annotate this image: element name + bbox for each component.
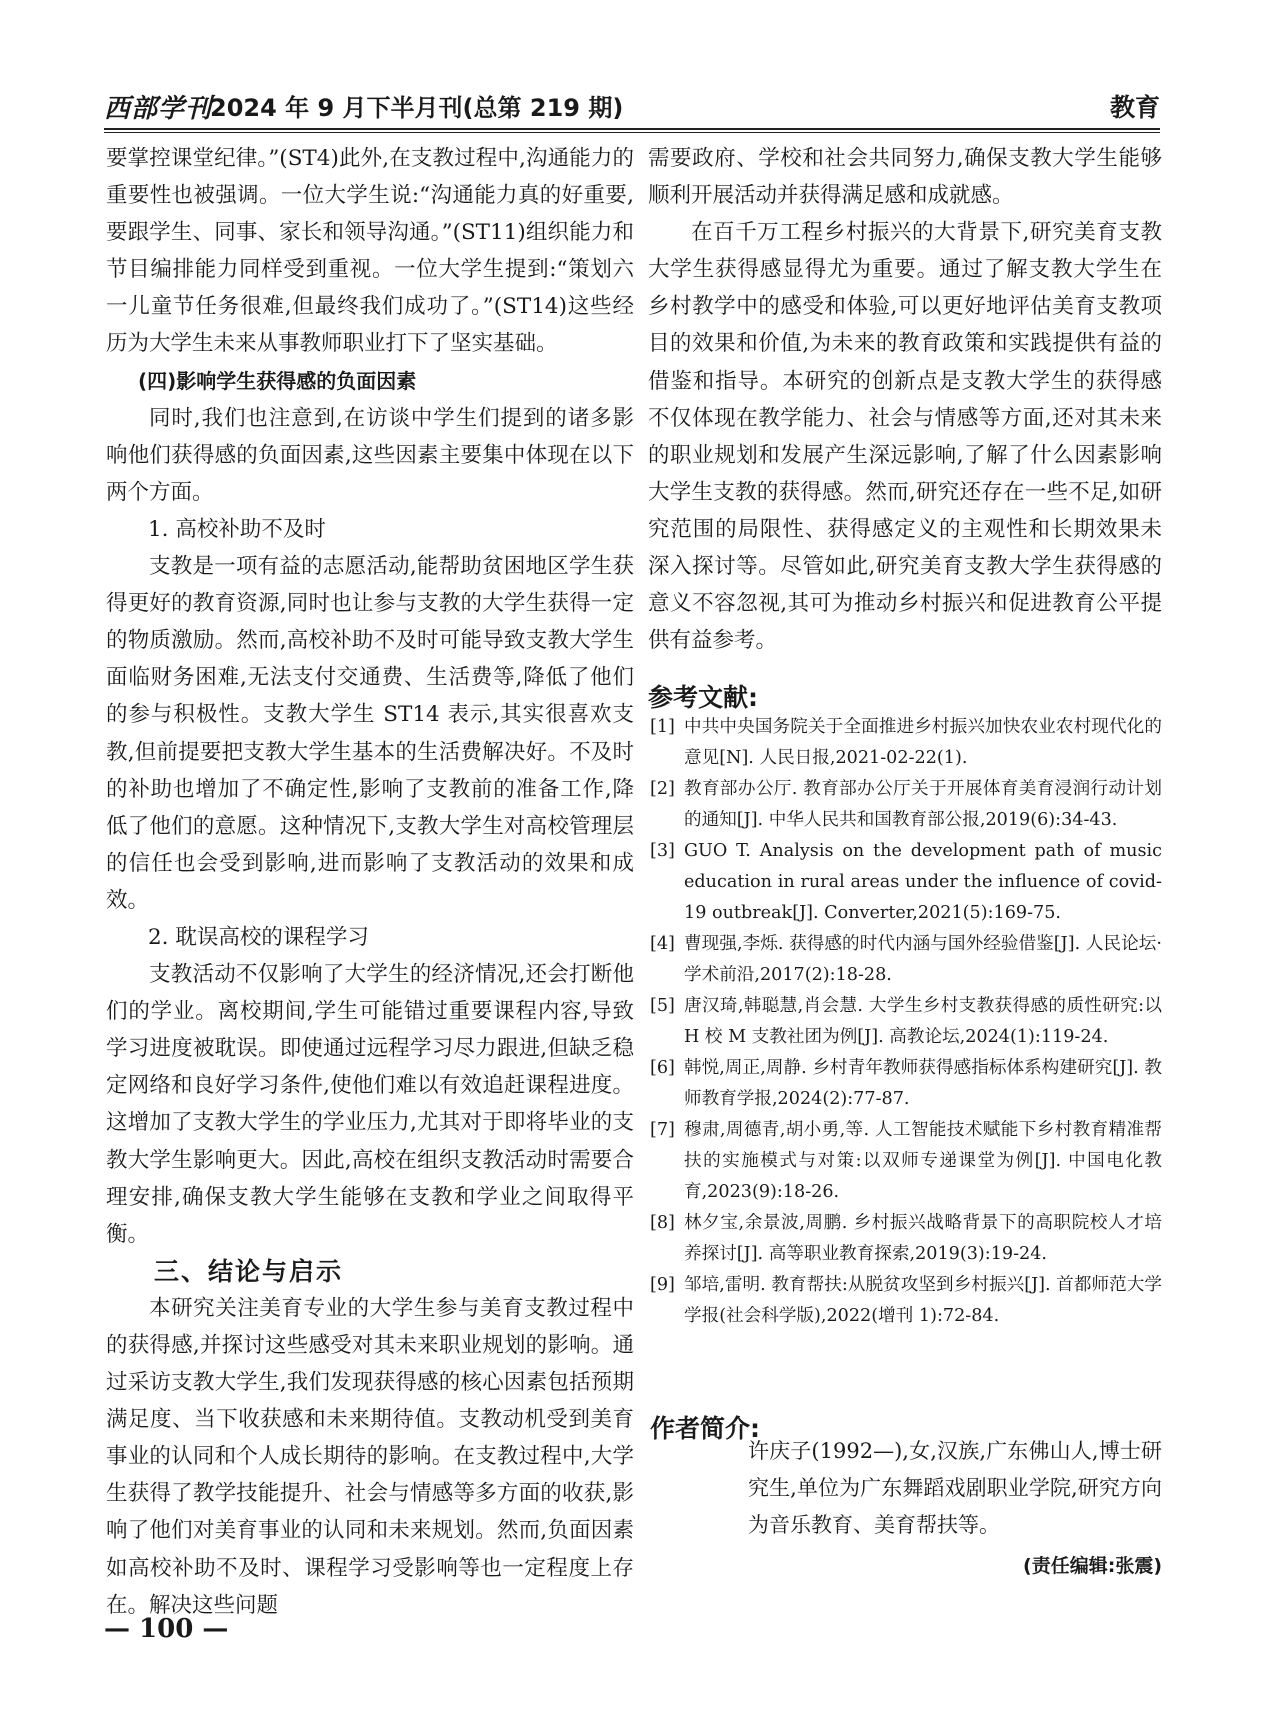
reference-item — [650, 1115, 1162, 1208]
paragraph: 本研究关注美育专业的大学生参与美育支教过程中的获得感,并探讨这些感受对其未来职业规划的影响。通过采访支教大学生,我们发现获得感的核心因素包括预期满足度、当下收获感和未来期待值。支教动机受到美育事业的认同和个人成长期待的影响。在支教过程中,大学生获得了教学技能提升、社会与情感等多方面的收获,影响了他们对美育事业的认同和未来规划。然而,负面因素如高校补助不及时、课程学习受影响等也一定程度上存在。解决这些问题 — [106, 1295, 634, 1618]
author-text: 许庆子(1992—),女,汉族,广东佛山人,博士研究生,单位为广东舞蹈戏剧职业学院,研究方向为音乐教育、美育帮扶等。 — [748, 1439, 1162, 1537]
reference-text: 韩悦,周正,周静. 乡村青年教师获得感指标体系构建研究[J]. 教师教育学报,2024(2):77-87. — [684, 1058, 1162, 1109]
reference-text: 中共中央国务院关于全面推进乡村振兴加快农业农村现代化的意见[N]. 人民日报,2021-02-22(1). — [684, 717, 1162, 768]
numbered-heading: 2. 耽误高校的课程学习 — [148, 924, 369, 950]
reference-number: [1] — [650, 717, 675, 737]
reference-item — [650, 1270, 1162, 1332]
reference-text: 穆肃,周德青,胡小勇,等. 人工智能技术赋能下乡村教育精准帮扶的实施模式与对策:以双师专递课堂为例[J]. 中国电化教育,2023(9):18-26. — [684, 1120, 1162, 1202]
reference-item — [650, 1053, 1162, 1115]
paragraph: 同时,我们也注意到,在访谈中学生们提到的诸多影响他们获得感的负面因素,这些因素主要集中体现在以下两个方面。 — [106, 405, 634, 505]
reference-number: [9] — [650, 1275, 675, 1295]
reference-item — [650, 774, 1162, 836]
reference-text: 唐汉琦,韩聪慧,肖会慧. 大学生乡村支教获得感的质性研究:以 H 校 M 支教社团为例[J]. 高教论坛,2024(1):119-24. — [684, 996, 1162, 1047]
page-header — [104, 88, 1160, 124]
reference-item — [650, 929, 1162, 991]
header-rule — [104, 128, 1160, 130]
issue-info: 2024 年 9 月下半月刊(总第 219 期) — [210, 94, 624, 122]
references-list — [650, 712, 1162, 1332]
reference-item — [650, 836, 1162, 929]
left-column — [106, 140, 634, 1624]
section-label: 教育 — [1109, 93, 1160, 122]
reference-text: 邹培,雷明. 教育帮扶:从脱贫攻坚到乡村振兴[J]. 首都师范大学学报(社会科学版),2022(增刊 1):72-84. — [684, 1275, 1162, 1326]
journal-logo: 西部学刊 — [104, 94, 213, 124]
paragraph: 要掌控课堂纪律。”(ST4)此外,在支教过程中,沟通能力的重要性也被强调。一位大学生说:“沟通能力真的好重要,要跟学生、同事、家长和领导沟通。”(ST11)组织能力和节目编排能力同样受到重视。一位大学生提到:“策划六一儿童节任务很难,但最终我们成功了。”(ST14)这些经历为大学生未来从事教师职业打下了坚实基础。 — [106, 146, 634, 357]
reference-number: [3] — [650, 841, 675, 861]
reference-text: GUO T. Analysis on the development path of music education in rural areas under the influence of covid-19 outbreak[J]. Converter,2021(5):169-75. — [684, 841, 1162, 923]
page-number: — 100 — — [104, 1614, 229, 1644]
author-bio — [650, 1412, 1162, 1577]
reference-text: 曹现强,李烁. 获得感的时代内涵与国外经验借鉴[J]. 人民论坛·学术前沿,2017(2):18-28. — [684, 934, 1162, 985]
paragraph: 在百千万工程乡村振兴的大背景下,研究美育支教大学生获得感显得尤为重要。通过了解支教大学生在乡村教学中的感受和体验,可以更好地评估美育支教项目的效果和价值,为未来的教育政策和实践提供有益的借鉴和指导。本研究的创新点是支教大学生的获得感不仅体现在教学能力、社会与情感等方面,还对其未来的职业规划和发展产生深远影响,了解了什么因素影响大学生支教的获得感。然而,研究还存在一些不足,如研究范围的局限性、获得感定义的主观性和长期效果未深入探讨等。尽管如此,研究美育支教大学生获得感的意义不容忽视,其可为推动乡村振兴和促进教育公平提供有益参考。 — [648, 220, 1162, 654]
reference-number: [7] — [650, 1120, 675, 1140]
reference-text: 林夕宝,余景波,周鹏. 乡村振兴战略背景下的高职院校人才培养探讨[J]. 高等职业教育探索,2019(3):19-24. — [684, 1213, 1162, 1264]
reference-number: [5] — [650, 996, 675, 1016]
reference-item — [650, 1208, 1162, 1270]
header-rule-thin — [104, 132, 1160, 133]
reference-number: [2] — [650, 779, 675, 799]
numbered-heading: 1. 高校补助不及时 — [148, 516, 326, 542]
editor-note: (责任编辑:张震) — [1023, 1555, 1162, 1577]
section-heading: 三、结论与启示 — [154, 1256, 344, 1286]
paragraph: 需要政府、学校和社会共同努力,确保支教大学生能够顺利开展活动并获得满足感和成就感。 — [648, 146, 1162, 209]
right-column — [648, 140, 1162, 659]
reference-number: [6] — [650, 1058, 675, 1078]
reference-item — [650, 712, 1162, 774]
paragraph: 支教是一项有益的志愿活动,能帮助贫困地区学生获得更好的教育资源,同时也让参与支教的大学生获得一定的物质激励。然而,高校补助不及时可能导致支教大学生面临财务困难,无法支付交通费、生活费等,降低了他们的参与积极性。支教大学生 ST14 表示,其实很喜欢支教,但前提要把支教大学生基本的生活费解决好。不及时的补助也增加了不确定性,影响了支教前的准备工作,降低了他们的意愿。这种情况下,支教大学生对高校管理层的信任也会受到影响,进而影响了支教活动的效果和成效。 — [106, 554, 634, 913]
reference-item — [650, 991, 1162, 1053]
reference-text: 教育部办公厅. 教育部办公厅关于开展体育美育浸润行动计划的通知[J]. 中华人民共和国教育部公报,2019(6):34-43. — [684, 779, 1162, 830]
reference-number: [4] — [650, 934, 675, 954]
paragraph: 支教活动不仅影响了大学生的经济情况,还会打断他们的学业。离校期间,学生可能错过重要课程内容,导致学习进度被耽误。即使通过远程学习尽力跟进,但缺乏稳定网络和良好学习条件,使他们难以有效追赶课程进度。这增加了支教大学生的学业压力,尤其对于即将毕业的支教大学生影响更大。因此,高校在组织支教活动时需要合理安排,确保支教大学生能够在支教和学业之间取得平衡。 — [106, 962, 634, 1247]
references-title: 参考文献: — [648, 683, 758, 712]
reference-number: [8] — [650, 1213, 675, 1233]
author-label: 作者简介: — [650, 1414, 760, 1443]
subsection-heading: (四)影响学生获得感的负面因素 — [138, 368, 417, 393]
